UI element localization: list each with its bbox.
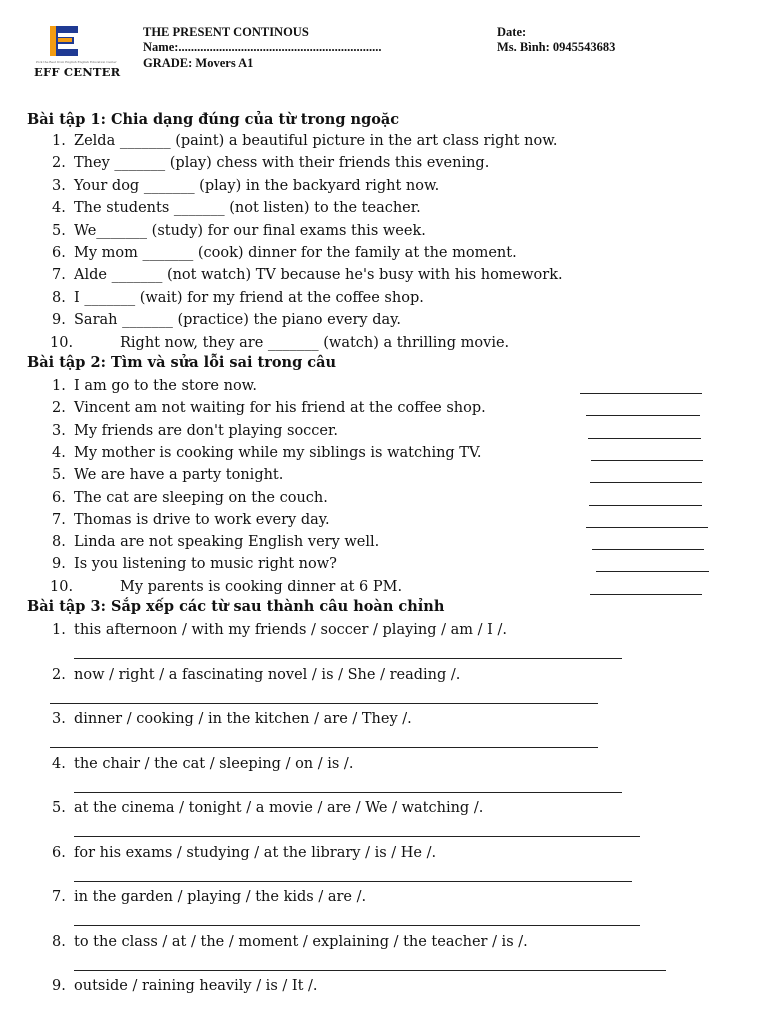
exercise-1-item [52, 131, 558, 151]
answer-line[interactable] [74, 792, 622, 793]
exercise-2-item [52, 465, 283, 485]
exercise-3-item-text: this afternoon / with my friends / soccer / playing / am / I /. [74, 622, 507, 638]
correction-blank[interactable] [596, 571, 709, 572]
exercise-1-item-number: 5. [52, 222, 66, 239]
exercise-3-item [52, 620, 507, 640]
exercise-2-item-number: 5. [52, 467, 66, 484]
exercise-3-item [52, 709, 412, 729]
exercise-2-item-number: 8. [52, 534, 66, 551]
exercise-2-item-text: The cat are sleeping on the couch. [74, 489, 328, 506]
exercise-3-item-number: 8. [52, 933, 66, 950]
exercise-3-item-number: 5. [52, 800, 66, 816]
exercise-1-item [52, 288, 424, 308]
exercise-3-item-text: now / right / a fascinating novel / is / She / reading /. [74, 666, 461, 683]
exercise-1-item-text: Sarah _______ (practice) the piano every day. [74, 312, 402, 329]
exercise-3-item-text: dinner / cooking / in the kitchen / are / They /. [74, 711, 412, 727]
exercise-2-item [52, 398, 486, 418]
exercise-3-item-text: outside / raining heavily / is / It /. [74, 978, 318, 994]
exercise-1-item-number: 1. [52, 133, 66, 149]
exercise-2-item-text: My friends are don't playing soccer. [74, 422, 338, 439]
correction-blank[interactable] [589, 505, 702, 506]
exercise-1-item [50, 333, 509, 353]
exercise-1-item [52, 221, 426, 241]
correction-blank[interactable] [590, 594, 702, 595]
exercise-1-item [52, 153, 489, 173]
exercise-3-title: Bài tập 3: Sắp xếp các từ sau thành câu hoàn chỉnh [27, 598, 445, 615]
exercise-2-item [52, 488, 328, 508]
correction-blank[interactable] [591, 460, 703, 461]
exercise-1-item-text: My mom _______ (cook) dinner for the family at the moment. [74, 245, 517, 261]
exercise-2-item-number: 4. [52, 444, 66, 461]
exercise-2-item-text: Thomas is drive to work every day. [74, 511, 330, 528]
exercise-2-item-number: 7. [52, 511, 66, 528]
exercise-3-item [52, 932, 528, 952]
exercise-1-item-number: 6. [52, 245, 66, 261]
exercise-2-item-text: My parents is cooking dinner at 6 PM. [120, 578, 403, 595]
answer-line[interactable] [50, 747, 598, 748]
exercise-1-item-number: 7. [52, 267, 66, 284]
exercise-1-title: Bài tập 1: Chia dạng đúng của từ trong ngoặc [27, 111, 400, 128]
name-field: Name:................................................................. [143, 40, 382, 54]
exercise-2-item-text: We are have a party tonight. [74, 467, 284, 484]
exercise-3-item-text: in the garden / playing / the kids / are /. [74, 889, 367, 905]
exercise-3-item-number: 7. [52, 889, 66, 905]
exercise-2-item [52, 510, 330, 530]
exercise-3-item-number: 6. [52, 844, 66, 861]
exercise-2-item [52, 532, 379, 552]
exercise-3-item-text: the chair / the cat / sleeping / on / is /. [74, 755, 354, 772]
exercise-2-item-number: 9. [52, 556, 66, 573]
correction-blank[interactable] [588, 438, 701, 439]
date-label: Date: [497, 25, 527, 39]
exercise-1-item [52, 243, 517, 263]
exercise-3-item-number: 3. [52, 711, 66, 727]
exercise-1-item-text: Zelda _______ (paint) a beautiful picture in the art class right now. [74, 133, 558, 149]
exercise-2-item [52, 443, 482, 463]
exercise-1-item [52, 265, 563, 285]
exercise-1-item-number: 8. [52, 289, 66, 306]
exercise-1-item-text: We_______ (study) for our final exams this week. [74, 222, 426, 239]
exercise-1-item-text: Your dog _______ (play) in the backyard right now. [74, 177, 440, 194]
answer-line[interactable] [74, 881, 632, 882]
exercise-1-item [52, 176, 439, 196]
exercise-1-item-number: 3. [52, 177, 66, 194]
exercise-1-item-number: 2. [52, 155, 66, 172]
correction-blank[interactable] [580, 393, 702, 394]
exercise-3-item-text: to the class / at / the / moment / explaining / the teacher / is /. [74, 933, 528, 950]
exercise-2-item-number: 2. [52, 400, 66, 417]
exercise-1-item-number: 9. [52, 312, 66, 329]
exercise-3-item-number: 9. [52, 978, 66, 994]
exercise-2-item-text: Is you listening to music right now? [74, 556, 337, 573]
eff-logo-icon [46, 24, 82, 58]
exercise-2-item-text: I am go to the store now. [74, 378, 257, 394]
correction-blank[interactable] [590, 482, 702, 483]
exercise-2-item [52, 376, 257, 396]
exercise-1-item-number: 10. [50, 334, 74, 351]
correction-blank[interactable] [586, 527, 708, 528]
exercise-1-item-text: They _______ (play) chess with their friends this evening. [74, 155, 490, 172]
exercise-2-item-number: 10. [50, 578, 74, 595]
worksheet-title: THE PRESENT CONTINOUS [143, 25, 309, 39]
exercise-1-item [52, 198, 421, 218]
exercise-2-item [50, 577, 402, 597]
correction-blank[interactable] [592, 549, 704, 550]
exercise-3-item-number: 4. [52, 755, 66, 772]
exercise-3-item [52, 754, 353, 774]
exercise-3-item-text: at the cinema / tonight / a movie / are / We / watching /. [74, 800, 484, 816]
answer-line[interactable] [74, 836, 640, 837]
grade-label: GRADE: Movers A1 [143, 56, 254, 70]
logo-tagline: Pick the Best from English English Education Center [36, 60, 117, 64]
exercise-2-item-number: 1. [52, 378, 66, 394]
exercise-3-item [52, 798, 483, 818]
exercise-3-item [52, 665, 460, 685]
exercise-3-item [52, 887, 366, 907]
exercise-1-item [52, 310, 401, 330]
answer-line[interactable] [74, 925, 640, 926]
exercise-2-item [52, 554, 337, 574]
exercise-3-item [52, 976, 318, 996]
logo [34, 24, 124, 80]
exercise-2-item-number: 3. [52, 422, 66, 439]
correction-blank[interactable] [586, 415, 700, 416]
exercise-3-item-text: for his exams / studying / at the library / is / He /. [74, 844, 437, 861]
answer-line[interactable] [50, 703, 598, 704]
exercise-1-item-number: 4. [52, 200, 66, 217]
exercise-2-title: Bài tập 2: Tìm và sửa lỗi sai trong câu [27, 354, 337, 371]
exercise-1-item-text: The students _______ (not listen) to the teacher. [74, 200, 421, 217]
exercise-2-item-text: My mother is cooking while my siblings is watching TV. [74, 444, 482, 461]
answer-line[interactable] [74, 658, 622, 659]
exercise-3-item-number: 2. [52, 666, 66, 683]
exercise-1-item-text: Right now, they are _______ (watch) a thrilling movie. [120, 334, 510, 351]
exercise-2-item-number: 6. [52, 489, 66, 506]
logo-text: EFF CENTER [34, 65, 121, 79]
teacher-contact: Ms. Bình: 0945543683 [497, 40, 616, 54]
exercise-3-item [52, 843, 436, 863]
exercise-1-item-text: Alde _______ (not watch) TV because he's busy with his homework. [74, 267, 563, 284]
exercise-3-item-number: 1. [52, 622, 66, 638]
answer-line[interactable] [74, 970, 666, 971]
exercise-2-item-text: Vincent am not waiting for his friend at the coffee shop. [74, 400, 486, 417]
exercise-2-item [52, 421, 338, 441]
exercise-1-item-text: I _______ (wait) for my friend at the coffee shop. [74, 289, 424, 306]
exercise-2-item-text: Linda are not speaking English very well. [74, 534, 380, 551]
